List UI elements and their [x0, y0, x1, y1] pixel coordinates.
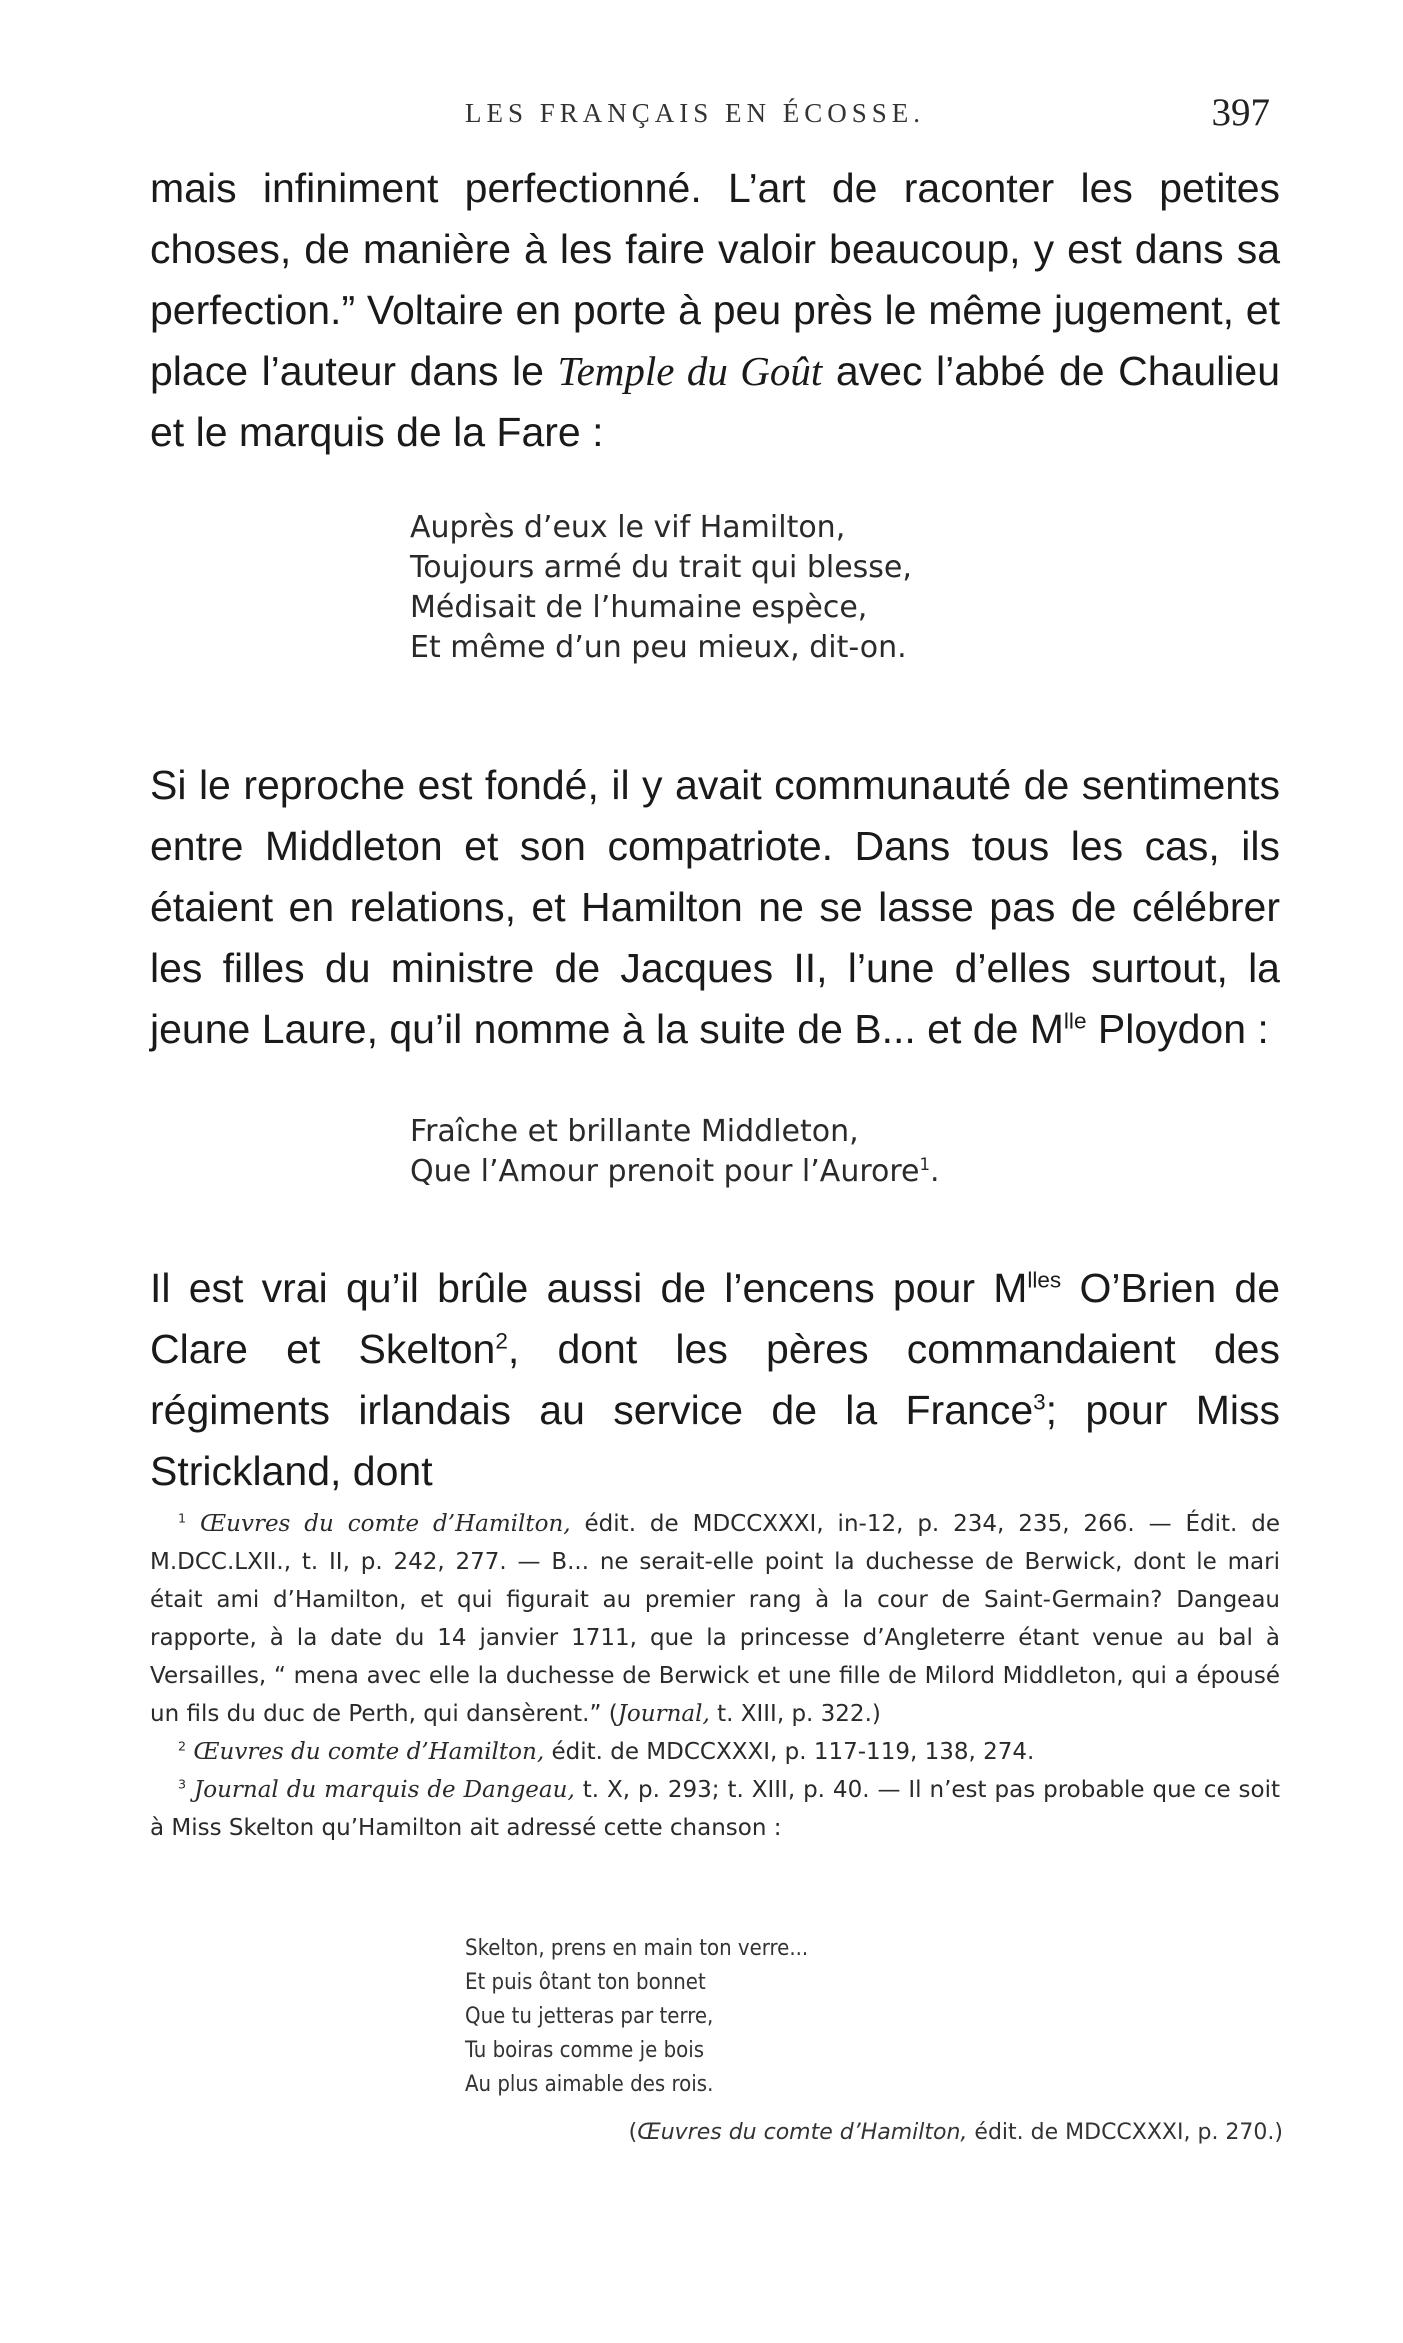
footnote-title: Journal, [617, 1701, 710, 1727]
verse-line [410, 1152, 940, 1192]
temple-du-gout-title: Temple du Goût [557, 348, 823, 394]
verse-quote-1 [410, 508, 912, 668]
song-line: Tu boiras comme je bois [465, 2038, 705, 2063]
footnote-ref: 3 [1033, 1389, 1046, 1415]
song-quote [465, 1932, 808, 2102]
credit-rest: édit. de MDCCXXXI, p. 270.) [967, 2120, 1283, 2145]
credit-title: Œuvres du comte d’Hamilton, [637, 2120, 968, 2145]
verse-quote-2 [410, 1112, 940, 1192]
footnote-3 [150, 1771, 1280, 1847]
footnote-title: Œuvres du comte d’Hamilton, [199, 1511, 571, 1537]
footnote-title: Œuvres du comte d’Hamilton, [193, 1739, 545, 1765]
paragraph-3-text: O’Brien de Clare et Skelton [150, 1265, 1280, 1372]
footnote-text: t. X, p. 293; t. XIII, p. 40. — Il n’est pas probable que ce soit à Miss Skelton qu’Hamilton ait adressé cette chanson : [150, 1777, 1280, 1841]
superscript: lles [1027, 1267, 1062, 1293]
running-title: LES FRANÇAIS EN ÉCOSSE. [465, 98, 926, 128]
verse-line: Et même d’un peu mieux, dit-on. [410, 630, 907, 665]
footnote-number: 2 [178, 1738, 187, 1754]
credit-paren: ( [628, 2120, 638, 2145]
superscript: lle [1063, 1008, 1087, 1034]
footnote-text: édit. de MDCCXXXI, p. 117-119, 138, 274. [544, 1739, 1035, 1765]
verse-line-end: . [930, 1154, 940, 1189]
song-credit [629, 2120, 1283, 2145]
page-header [150, 90, 1270, 140]
paragraph-3-text: Il est vrai qu’il brûle aussi de l’encens pour M [150, 1265, 1028, 1311]
footnote-number: 3 [178, 1776, 187, 1792]
footnotes [150, 1505, 1280, 1847]
verse-line: Toujours armé du trait qui blesse, [410, 550, 912, 585]
paragraph-3-text: , dont les pères commandaient des régiments irlandais au service de la France [150, 1326, 1280, 1433]
song-line: Au plus aimable des rois. [465, 2072, 714, 2097]
verse-line: Auprès d’eux le vif Hamilton, [410, 510, 846, 545]
song-line: Skelton, prens en main ton verre... [465, 1936, 809, 1961]
footnote-1 [150, 1505, 1280, 1733]
song-line: Et puis ôtant ton bonnet [465, 1970, 706, 1995]
verse-line-text: Que l’Amour prenoit pour l’Aurore [410, 1154, 920, 1189]
paragraph-3-end: ; pour Miss Strickland, dont [150, 1387, 1280, 1494]
paragraph-2 [150, 755, 1280, 1060]
verse-line: Fraîche et brillante Middleton, [410, 1114, 859, 1149]
footnote-text: édit. de MDCCXXXI, in-12, p. 234, 235, 266. — Édit. de M.DCC.LXII., t. II, p. 242, 277. — B... ne serait-elle point la duchesse de Berwick, dont le mari était ami d’Hamilton, et qui figurait au premier rang à la cour de Saint-Germain? Dangeau rapporte, à la date du 14 janvier 1711, que la princesse d’Angleterre étant venue au bal à Versailles, “ mena avec elle la duchesse de Berwick et une fille de Milord Middleton, qui a épousé un fils du duc de Perth, qui dansèrent.” ( [150, 1511, 1281, 1727]
verse-line: Médisait de l’humaine espèce, [410, 590, 868, 625]
paragraph-2-end: Ploydon : [1086, 1006, 1269, 1052]
footnote-ref: 1 [919, 1155, 931, 1174]
page-number: 397 [1211, 91, 1270, 134]
footnote-ref: 2 [495, 1328, 508, 1354]
paragraph-1-end: avec l’abbé de Chaulieu et le marquis de la Fare : [150, 348, 1280, 455]
paragraph-1 [150, 158, 1280, 463]
footnote-2 [150, 1733, 1280, 1771]
footnote-text: t. XIII, p. 322.) [709, 1701, 881, 1727]
paragraph-3 [150, 1258, 1280, 1502]
footnote-number: 1 [178, 1510, 187, 1526]
paragraph-1-text: mais infiniment perfectionné. L’art de raconter les petites choses, de manière à les faire valoir beaucoup, y est dans sa perfection.” Voltaire en porte à peu près le même jugement, et place l’auteur dans le [150, 165, 1280, 394]
paragraph-2-text: Si le reproche est fondé, il y avait communauté de sentiments entre Middleton et son compatriote. Dans tous les cas, ils étaient en relations, et Hamilton ne se lasse pas de célébrer les filles du ministre de Jacques II, l’une d’elles surtout, la jeune Laure, qu’il nomme à la suite de B... et de M [150, 762, 1280, 1052]
song-line: Que tu jetteras par terre, [465, 2004, 714, 2029]
footnote-title: Journal du marquis de Dangeau, [194, 1777, 575, 1803]
